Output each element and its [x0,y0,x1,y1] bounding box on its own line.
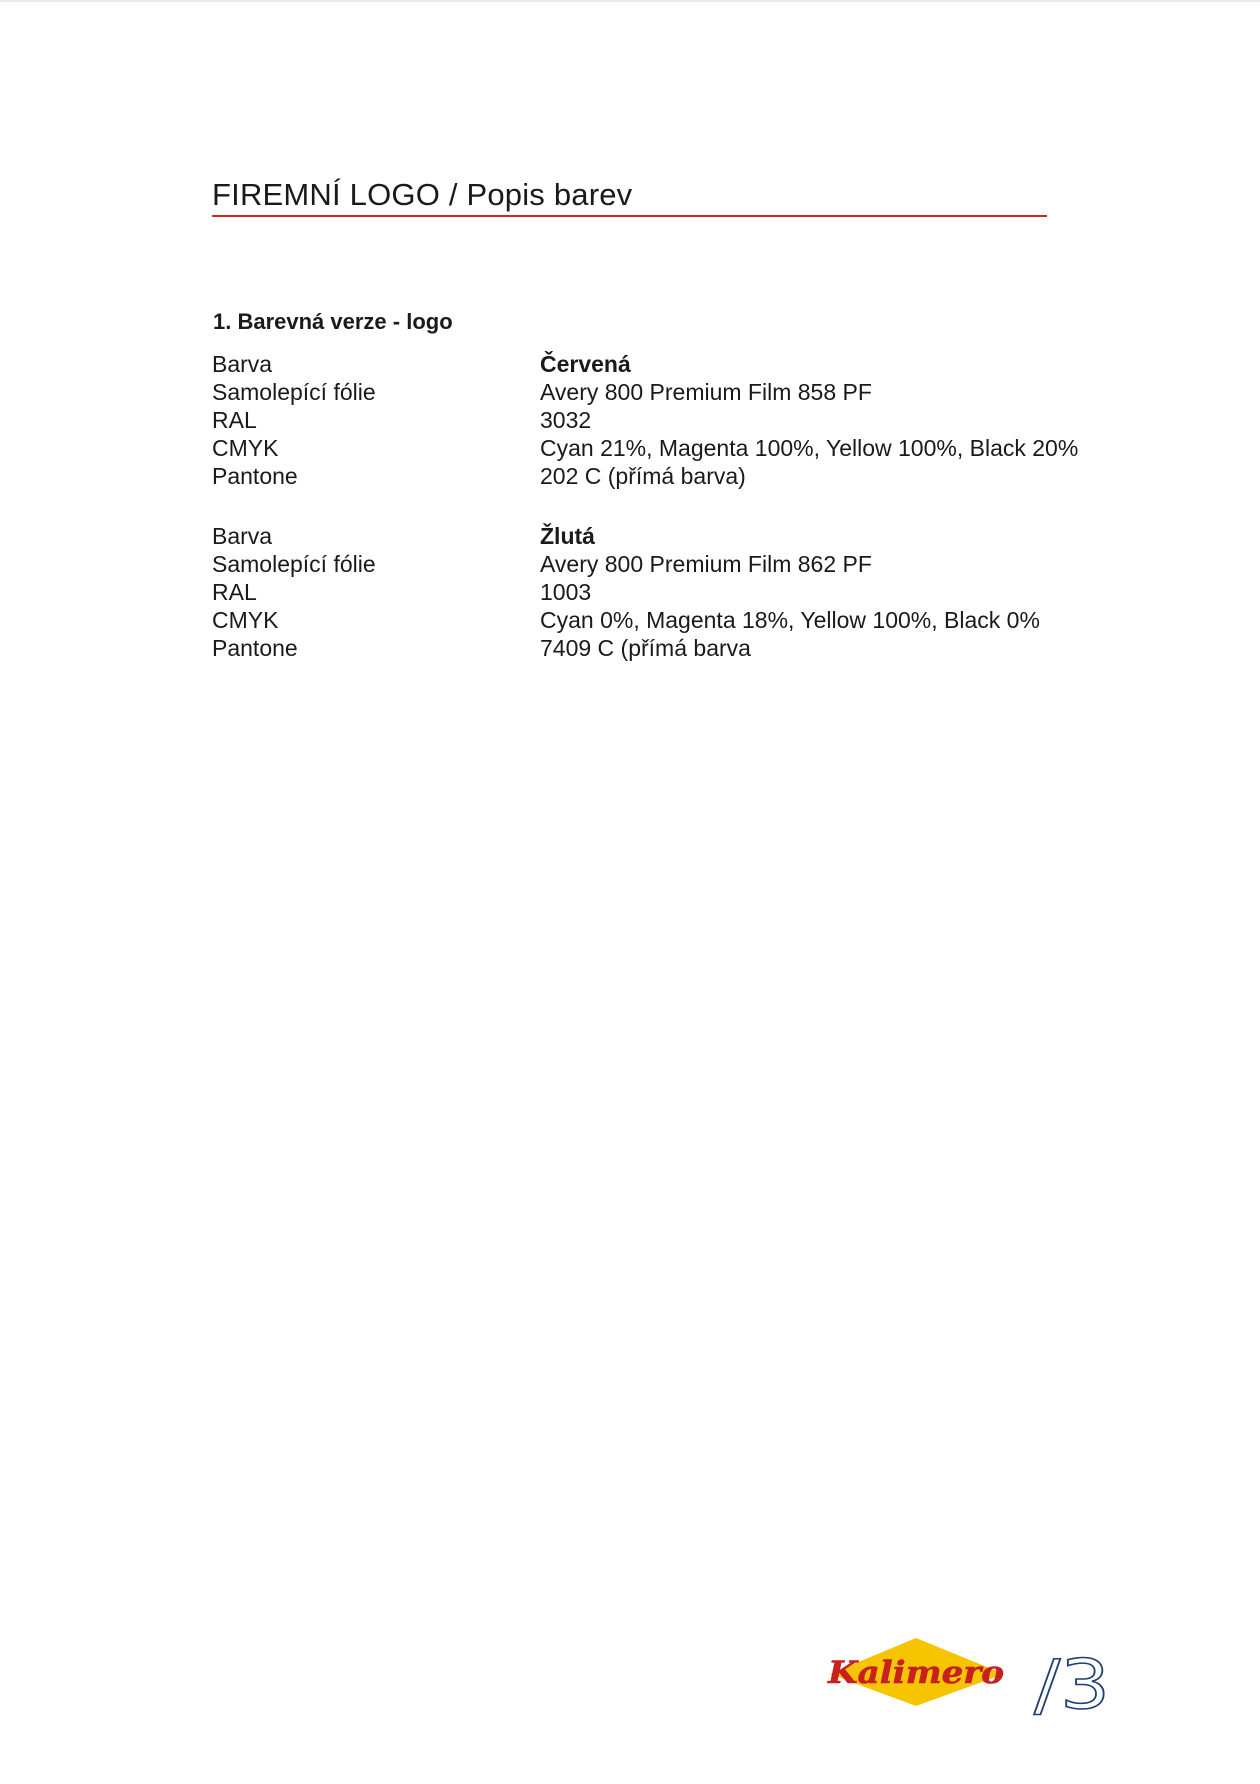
spec-label: Pantone [212,463,298,489]
spec-value: Cyan 21%, Magenta 100%, Yellow 100%, Black 20% [540,435,1079,461]
spec-row-color [212,350,1092,378]
spec-row-ral [212,578,1092,606]
spec-value: 3032 [540,407,592,433]
spec-row-ral [212,406,1092,434]
title-divider [212,215,1047,217]
spec-label: RAL [212,579,257,605]
spec-row-cmyk [212,434,1092,462]
spec-label: RAL [212,407,257,433]
spec-label: CMYK [212,435,279,461]
spec-row-cmyk [212,606,1092,634]
spec-label: Samolepící fólie [212,551,376,577]
spec-value: 7409 C (přímá barva [540,635,751,661]
spec-label: Barva [212,523,273,549]
page-title: FIREMNÍ LOGO / Popis barev [212,176,633,212]
color-spec-yellow [212,522,1092,662]
spec-row-foil [212,378,1092,406]
spec-row-foil [212,550,1092,578]
spec-label: CMYK [212,607,279,633]
spec-value: Avery 800 Premium Film 858 PF [540,379,872,405]
spec-value: 1003 [540,579,592,605]
kalimero-logo [826,1636,1012,1708]
spec-value: 202 C (přímá barva) [540,463,746,489]
spec-row-pantone [212,462,1092,490]
spec-label: Barva [212,351,273,377]
spec-label: Samolepící fólie [212,379,376,405]
color-name: Žlutá [540,523,595,549]
spec-value: Avery 800 Premium Film 862 PF [540,551,872,577]
page-top-edge [0,0,1260,2]
page-number-text: /3 [1034,1646,1110,1716]
spec-row-pantone [212,634,1092,662]
logo-wordmark: Kalimero [826,1655,1004,1691]
spec-row-color [212,522,1092,550]
page-number [1030,1636,1114,1716]
spec-label: Pantone [212,635,298,661]
section-heading: 1. Barevná verze - logo [213,309,453,334]
color-name: Červená [540,351,631,377]
spec-value: Cyan 0%, Magenta 18%, Yellow 100%, Black 0% [540,607,1040,633]
color-spec-red [212,350,1092,490]
